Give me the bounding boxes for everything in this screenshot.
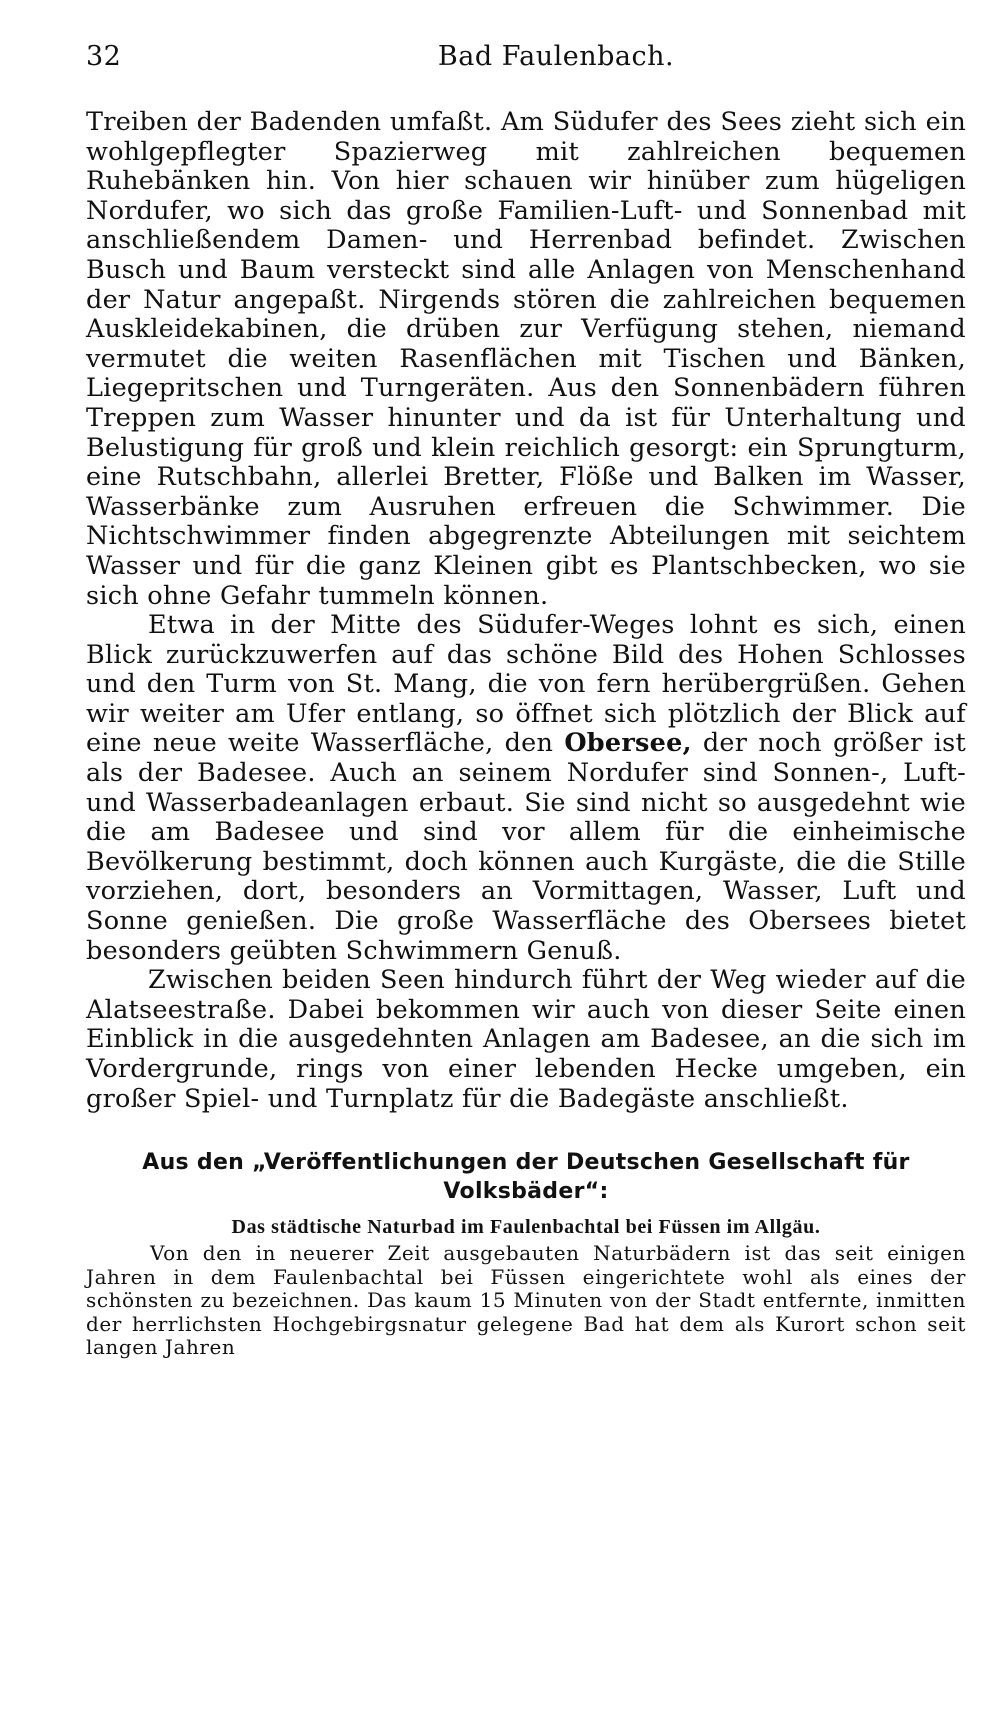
page-header — [86, 40, 966, 74]
quote-paragraph: Von den in neuerer Zeit ausgebauten Naturbädern ist das seit einigen Jahren in dem Faulenbachtal bei Füssen eingerichtete wohl als eines der schönsten zu bezeichnen. Das kaum 15 Minuten von der Stadt entfernte, inmitten der herrlichsten Hochgebirgsnatur gelegene Bad hat dem als Kurort schon seit langen Jahren — [86, 1241, 966, 1360]
paragraph-obersee-text-start: Etwa in der Mitte des Südufer-Weges lohnt es sich, einen Blick zurückzuwerfen auf das schöne Bild des Hohen Schlosses und den Turm von St. Mang, die von fern herübergrüßen. Gehen wir weiter am Ufer entlang, so öffnet sich plötzlich der Blick auf eine neue weite Wasserfläche, den — [86, 610, 966, 759]
paragraph-badesee: Treiben der Badenden umfaßt. Am Südufer des Sees zieht sich ein wohlgepflegter Spazierweg mit zahlreichen bequemen Ruhebänken hin. Von hier schauen wir hinüber zum hügeligen Nordufer, wo sich das große Familien-Luft- und Sonnenbad mit anschließendem Damen- und Herrenbad befindet. Zwischen Busch und Baum versteckt sind alle Anlagen von Menschenhand der Natur angepaßt. Nirgends stören die zahlreichen bequemen Auskleidekabinen, die drüben zur Verfügung stehen, niemand vermutet die weiten Rasenflächen mit Tischen und Bänken, Liegepritschen und Turngeräten. Aus den Sonnenbädern führen Treppen zum Wasser hinunter und da ist für Unterhaltung und Belustigung für groß und klein reichlich gesorgt: ein Sprungturm, eine Rutschbahn, allerlei Bretter, Flöße und Balken im Wasser, Wasserbänke zum Ausruhen erfreuen die Schwimmer. Die Nichtschwimmer finden abgegrenzte Abteilungen mit seichtem Wasser und für die ganz Kleinen gibt es Plantschbecken, wo sie sich ohne Gefahr tummeln können. — [86, 107, 966, 611]
obersee-emphasis: Obersee, — [564, 728, 692, 759]
quote-heading — [86, 1148, 966, 1206]
quote-heading-line-1: Aus den „Veröffentlichungen der Deutschen Gesellschaft für — [142, 1150, 910, 1176]
paragraph-alatseestrasse: Zwischen beiden Seen hindurch führt der Weg wieder auf die Alatseestraße. Dabei bekommen wir auch von dieser Seite einen Einblick in die ausgedehnten Anlagen am Badesee, an die sich im Vordergrunde, rings von einer lebenden Hecke umgeben, ein großer Spiel- und Turnplatz für die Badegäste anschließt. — [86, 965, 966, 1114]
paragraph-obersee-text-end: der noch größer ist als der Badesee. Auch an seinem Nordufer sind Sonnen-, Luft- und Wasserbadeanlagen erbaut. Sie sind nicht so ausgedehnt wie die am Badesee und sind vor allem für die einheimische Bevölkerung bestimmt, doch können auch Kurgäste, die die Stille vorziehen, dort, besonders an Vormittagen, Wasser, Luft und Sonne genießen. Die große Wasserfläche des Obersees bietet besonders geübten Schwimmern Genuß. — [86, 728, 966, 966]
running-title: Bad Faulenbach. — [437, 41, 675, 72]
page-number: 32 — [86, 41, 122, 72]
quote-heading-line-2: Volksbäder“: — [443, 1179, 609, 1205]
main-text — [86, 108, 966, 1114]
book-page — [86, 40, 966, 1360]
quote-subheading: Das städtische Naturbad im Faulenbachtal bei Füssen im Allgäu. — [231, 1216, 821, 1239]
paragraph-obersee — [86, 611, 966, 966]
